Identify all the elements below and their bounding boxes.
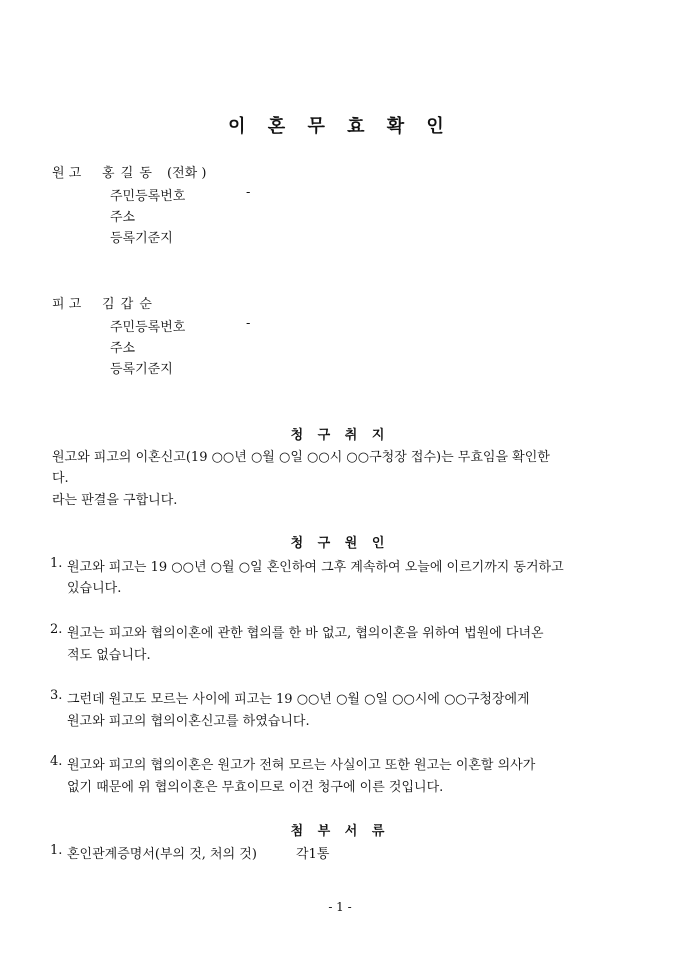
claim-purpose-line-1: 원고와 피고의 이혼신고(19 ○○년 ○월 ○일 ○○시 ○○구청장 접수)는 무효임을 확인한 [52,450,550,465]
item-line-1: 그런데 원고도 모르는 사이에 피고는 19 ○○년 ○월 ○일 ○○시에 ○○구청장에게 [67,692,530,707]
plaintiff-phone: (전화 ) [167,166,207,181]
plaintiff-registry-label: 등록기준지 [110,231,173,246]
defendant-address-label: 주소 [110,341,136,356]
item-number: 2. [50,622,63,637]
defendant-rrn-value: - [246,316,251,331]
claim-cause-heading: 청 구 원 인 [290,536,390,551]
item-line-1: 원고와 피고의 협의이혼은 원고가 전혀 모르는 사실이고 또한 원고는 이혼할 의사가 [67,758,536,773]
item-line-2: 적도 없습니다. [67,648,151,663]
item-line-1: 원고는 피고와 협의이혼에 관한 협의를 한 바 없고, 협의이혼을 위하여 법원에 다녀온 [67,626,544,641]
claim-purpose-line-2: 다. [52,471,69,486]
attachment-text: 혼인관계증명서(부의 것, 처의 것) [67,847,257,862]
defendant-name: 김 갑 순 [102,297,153,312]
item-line-2: 없기 때문에 위 협의이혼은 무효이므로 이건 청구에 이른 것입니다. [67,780,444,795]
item-line-1: 원고와 피고는 19 ○○년 ○월 ○일 혼인하여 그후 계속하여 오늘에 이르기까지 동거하고 [67,560,564,575]
defendant-rrn-label: 주민등록번호 [110,320,186,335]
claim-purpose-line-3: 라는 판결을 구합니다. [52,493,178,508]
defendant-label: 피 고 [52,297,82,312]
item-number: 1. [50,556,63,571]
claim-purpose-heading: 청 구 취 지 [290,428,390,443]
item-line-2: 있습니다. [67,581,122,596]
document-title: 이 혼 무 효 확 인 [228,116,452,137]
plaintiff-address-label: 주소 [110,210,136,225]
page-number: - 1 - [328,900,352,914]
attachment-number: 1. [50,843,63,858]
plaintiff-label: 원 고 [52,166,82,181]
plaintiff-name: 홍 길 동 [102,166,153,181]
item-line-2: 원고와 피고의 협의이혼신고를 하였습니다. [67,714,310,729]
item-number: 4. [50,754,63,769]
plaintiff-rrn-label: 주민등록번호 [110,189,186,204]
attachment-count: 각1통 [296,847,330,862]
plaintiff-rrn-value: - [246,185,251,200]
item-number: 3. [50,688,63,703]
defendant-registry-label: 등록기준지 [110,362,173,377]
attachments-heading: 첨 부 서 류 [290,824,390,839]
